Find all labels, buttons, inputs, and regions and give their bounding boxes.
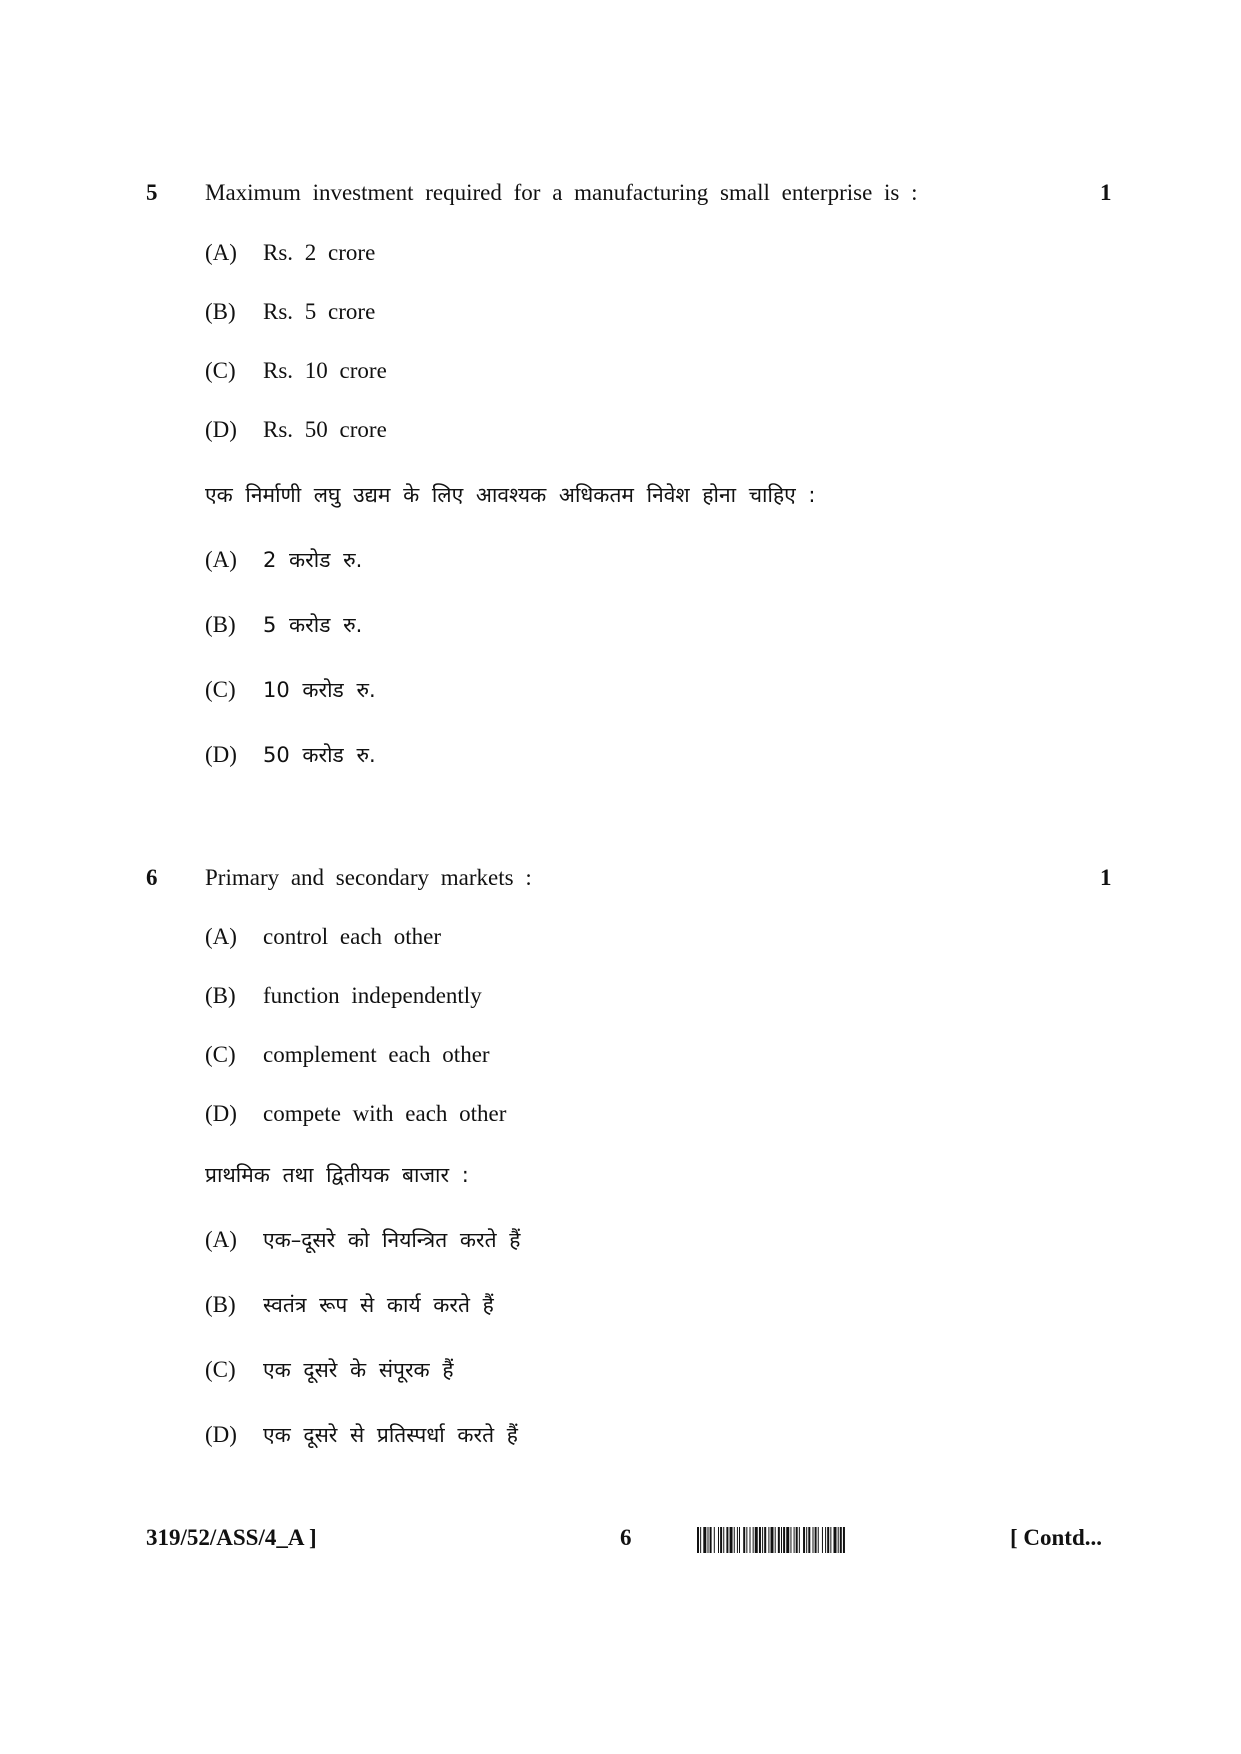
question-number: 6	[146, 865, 158, 890]
option-d-hindi	[205, 1421, 518, 1449]
option-label: (B)	[205, 299, 236, 324]
option-text: control each other	[263, 924, 442, 949]
barcode-bar	[730, 1527, 733, 1553]
option-label: (B)	[205, 983, 236, 1008]
paper-code: 319/52/ASS/4_A ]	[146, 1525, 317, 1550]
barcode-bar	[775, 1527, 776, 1553]
option-text: 10 करोड रु.	[263, 678, 376, 702]
option-label: (D)	[205, 1422, 237, 1447]
barcode-bar	[759, 1527, 761, 1553]
option-b-english	[205, 299, 375, 325]
barcode-bar	[718, 1527, 719, 1553]
barcode-bar	[768, 1527, 769, 1553]
barcode-bar	[825, 1527, 826, 1553]
barcode-bar	[783, 1527, 785, 1553]
barcode-bar	[843, 1527, 845, 1553]
barcode-bar	[808, 1527, 810, 1553]
page-footer	[0, 1525, 1241, 1555]
option-label: (A)	[205, 924, 237, 949]
option-b-hindi	[205, 1291, 494, 1319]
option-label: (B)	[205, 612, 236, 637]
continued-label: [ Contd...	[1010, 1525, 1103, 1550]
barcode-bar	[755, 1527, 758, 1553]
option-label: (C)	[205, 677, 236, 702]
barcode-bar	[778, 1527, 780, 1553]
barcode-bar	[697, 1527, 699, 1553]
barcode-bar	[739, 1527, 740, 1553]
question-stem-english: Primary and secondary markets :	[205, 865, 532, 890]
option-text: स्वतंत्र रूप से कार्य करते हैं	[263, 1293, 494, 1317]
option-label: (C)	[205, 1042, 236, 1067]
barcode-bar	[720, 1527, 722, 1553]
option-text: compete with each other	[263, 1101, 507, 1126]
barcode-bar	[746, 1527, 747, 1553]
barcode-bar	[806, 1527, 807, 1553]
option-a-english	[205, 924, 441, 950]
barcode-bar	[830, 1527, 831, 1553]
option-a-hindi	[205, 1226, 520, 1254]
barcode-bar	[840, 1527, 842, 1553]
option-text: Rs. 2 crore	[263, 240, 376, 265]
barcode-bar	[838, 1527, 839, 1553]
barcode-bar	[710, 1527, 712, 1553]
barcode-bar	[794, 1527, 795, 1553]
option-b-english	[205, 983, 482, 1009]
question-marks: 1	[1100, 865, 1112, 890]
option-label: (C)	[205, 1357, 236, 1382]
option-c-hindi	[205, 676, 376, 704]
option-label: (D)	[205, 1101, 237, 1126]
barcode-bar	[786, 1527, 789, 1553]
barcode-bar	[726, 1527, 728, 1553]
option-text: एक दूसरे के संपूरक हैं	[263, 1358, 454, 1382]
barcode-bar	[737, 1527, 738, 1553]
barcode-bar	[764, 1527, 766, 1553]
option-a-english	[205, 240, 375, 266]
barcode-bar	[799, 1527, 800, 1553]
barcode-bar	[803, 1527, 805, 1553]
barcode-bar	[834, 1527, 837, 1553]
option-label: (A)	[205, 547, 237, 572]
question-stem-english: Maximum investment required for a manufacturing small enterprise is :	[205, 180, 918, 205]
barcode-bar	[700, 1527, 701, 1553]
option-text: 5 करोड रु.	[263, 613, 363, 637]
option-text: Rs. 10 crore	[263, 358, 387, 383]
question-number: 5	[146, 180, 158, 205]
option-label: (A)	[205, 1227, 237, 1252]
question-marks: 1	[1100, 180, 1112, 205]
option-c-english	[205, 358, 387, 384]
barcode	[697, 1527, 999, 1553]
barcode-bar	[703, 1527, 706, 1553]
option-b-hindi	[205, 611, 362, 639]
option-text: 2 करोड रु.	[263, 548, 363, 572]
option-text: Rs. 5 crore	[263, 299, 376, 324]
barcode-bar	[753, 1527, 754, 1553]
option-text: एक–दूसरे को नियन्त्रित करते हैं	[263, 1228, 521, 1252]
option-d-english	[205, 417, 387, 443]
barcode-bar	[822, 1527, 823, 1553]
barcode-bar	[762, 1527, 763, 1553]
barcode-bar	[796, 1527, 798, 1553]
option-label: (B)	[205, 1292, 236, 1317]
barcode-bar	[734, 1527, 735, 1553]
option-c-hindi	[205, 1356, 454, 1384]
barcode-bar	[708, 1527, 709, 1553]
option-text: 50 करोड रु.	[263, 743, 376, 767]
option-label: (D)	[205, 417, 237, 442]
option-a-hindi	[205, 546, 362, 574]
barcode-bar	[815, 1527, 817, 1553]
page-number: 6	[620, 1525, 632, 1550]
option-label: (D)	[205, 742, 237, 767]
option-label: (C)	[205, 358, 236, 383]
option-text: Rs. 50 crore	[263, 417, 387, 442]
option-label: (A)	[205, 240, 237, 265]
barcode-bar	[781, 1527, 782, 1553]
barcode-bar	[771, 1527, 774, 1553]
barcode-bar	[743, 1527, 745, 1553]
barcode-bar	[818, 1527, 819, 1553]
option-text: complement each other	[263, 1042, 490, 1067]
barcode-bar	[714, 1527, 715, 1553]
barcode-bar	[750, 1527, 751, 1553]
barcode-bar	[723, 1527, 724, 1553]
question-stem-hindi: प्राथमिक तथा द्वितीयक बाजार :	[205, 1163, 469, 1187]
barcode-bar	[827, 1527, 829, 1553]
option-d-hindi	[205, 741, 376, 769]
option-text: एक दूसरे से प्रतिस्पर्धा करते हैं	[263, 1423, 518, 1447]
question-stem-hindi: एक निर्माणी लघु उद्यम के लिए आवश्यक अधिकतम निवेश होना चाहिए :	[205, 483, 816, 507]
option-c-english	[205, 1042, 490, 1068]
barcode-bar	[813, 1527, 814, 1553]
barcode-bar	[790, 1527, 791, 1553]
option-text: function independently	[263, 983, 482, 1008]
option-d-english	[205, 1101, 506, 1127]
